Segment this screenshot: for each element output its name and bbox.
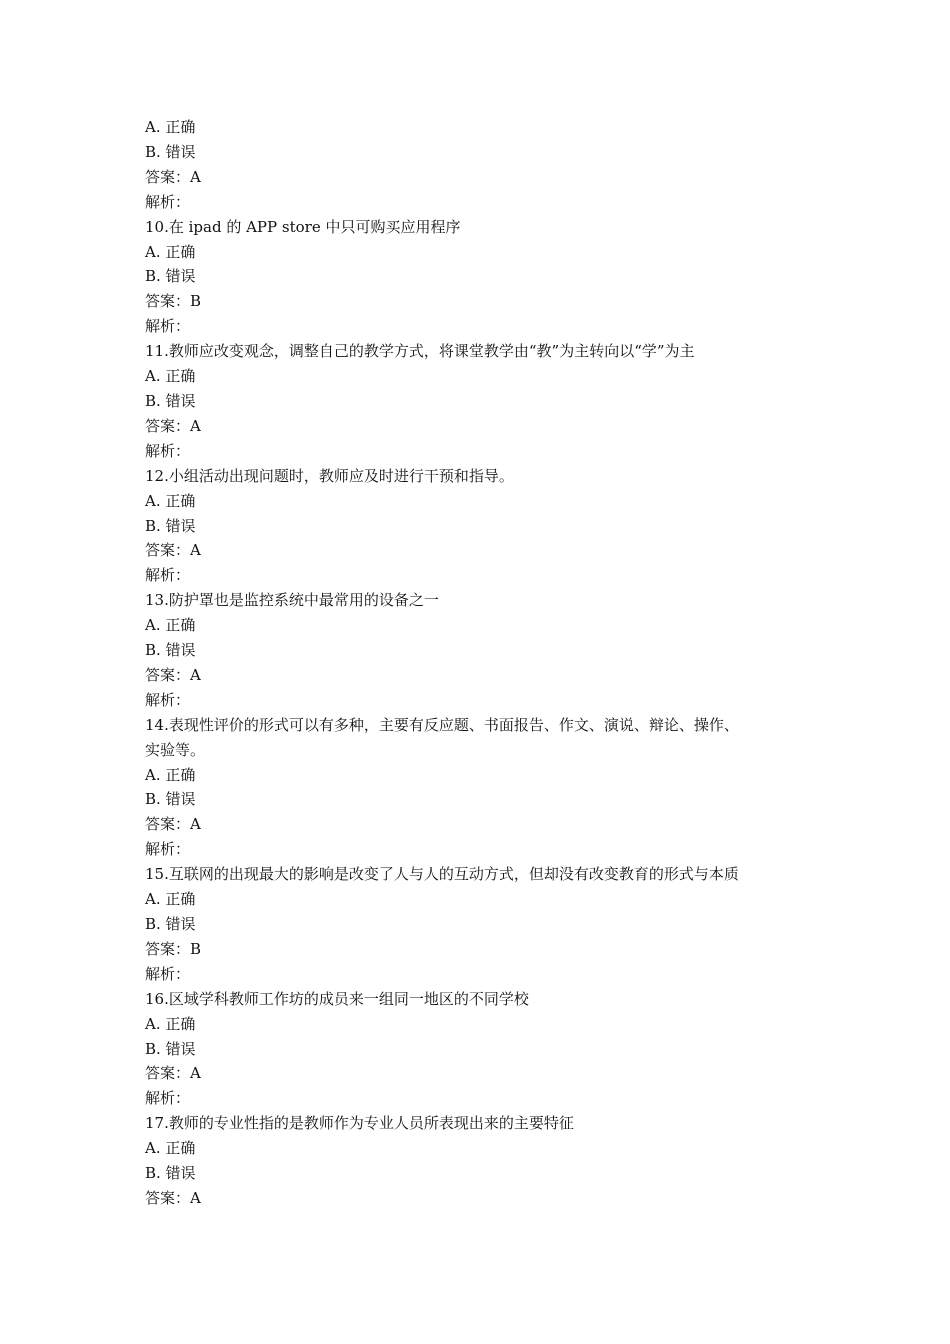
text-line: A. 正确	[145, 616, 196, 635]
text-line: 解析：	[145, 1089, 191, 1108]
text-line: A. 正确	[145, 765, 196, 784]
text-line: 答案：A	[145, 541, 201, 560]
text-line: 答案：B	[145, 939, 202, 958]
text-line: 12.小组活动出现问题时，教师应及时进行干预和指导。	[145, 466, 514, 485]
text-line: 解析：	[145, 840, 191, 859]
text-line: A. 正确	[145, 1014, 196, 1033]
text-line: B. 错误	[145, 790, 196, 809]
text-line: A. 正确	[145, 118, 196, 136]
text-line: B. 错误	[145, 267, 196, 286]
text-line: 13.防护罩也是监控系统中最常用的设备之一	[145, 591, 439, 610]
document-body	[145, 115, 815, 1211]
text-line: B. 错误	[145, 391, 196, 410]
text-line: 实验等。	[145, 740, 206, 759]
text-line: A. 正确	[145, 890, 196, 909]
text-line: 17.教师的专业性指的是教师作为专业人员所表现出来的主要特征	[145, 1114, 574, 1133]
text-line: B. 错误	[145, 142, 196, 161]
text-line: A. 正确	[145, 491, 196, 510]
text-line: 答案：A	[145, 167, 201, 186]
text-line: A. 正确	[145, 242, 196, 261]
text-line: 16.区域学科教师工作坊的成员来一组同一地区的不同学校	[145, 989, 529, 1008]
text-line: B. 错误	[145, 1039, 196, 1058]
text-line: 答案：B	[145, 292, 202, 311]
text-line: A. 正确	[145, 1139, 196, 1158]
text-line: 解析：	[145, 441, 191, 460]
text-line: B. 错误	[145, 1164, 196, 1183]
text-line: 答案：A	[145, 665, 201, 684]
text-line: A. 正确	[145, 367, 196, 386]
text-line: 解析：	[145, 566, 191, 585]
text-line: B. 错误	[145, 516, 196, 535]
text-line: 解析：	[145, 964, 191, 983]
text-line: 解析：	[145, 317, 191, 336]
text-line: B. 错误	[145, 915, 196, 933]
text-line: 答案：A	[145, 815, 201, 834]
text-line: 10.在 ipad 的 APP store 中只可购买应用程序	[145, 217, 461, 236]
text-line: 15.互联网的出现最大的影响是改变了人与人的互动方式，但却没有改变教育的形式与本质	[145, 865, 739, 884]
text-line: 解析：	[145, 690, 191, 709]
text-line: 答案：A	[145, 416, 201, 435]
text-line: 11.教师应改变观念，调整自己的教学方式，将课堂教学由“教”为主转向以“学”为主	[145, 342, 695, 361]
text-line: B. 错误	[145, 641, 196, 660]
text-line: 答案：A	[145, 1064, 201, 1083]
text-line: 解析：	[145, 192, 191, 211]
text-line: 14.表现性评价的形式可以有多种，主要有反应题、书面报告、作文、演说、辩论、操作、	[145, 715, 739, 734]
text-line: 答案：A	[145, 1188, 201, 1207]
